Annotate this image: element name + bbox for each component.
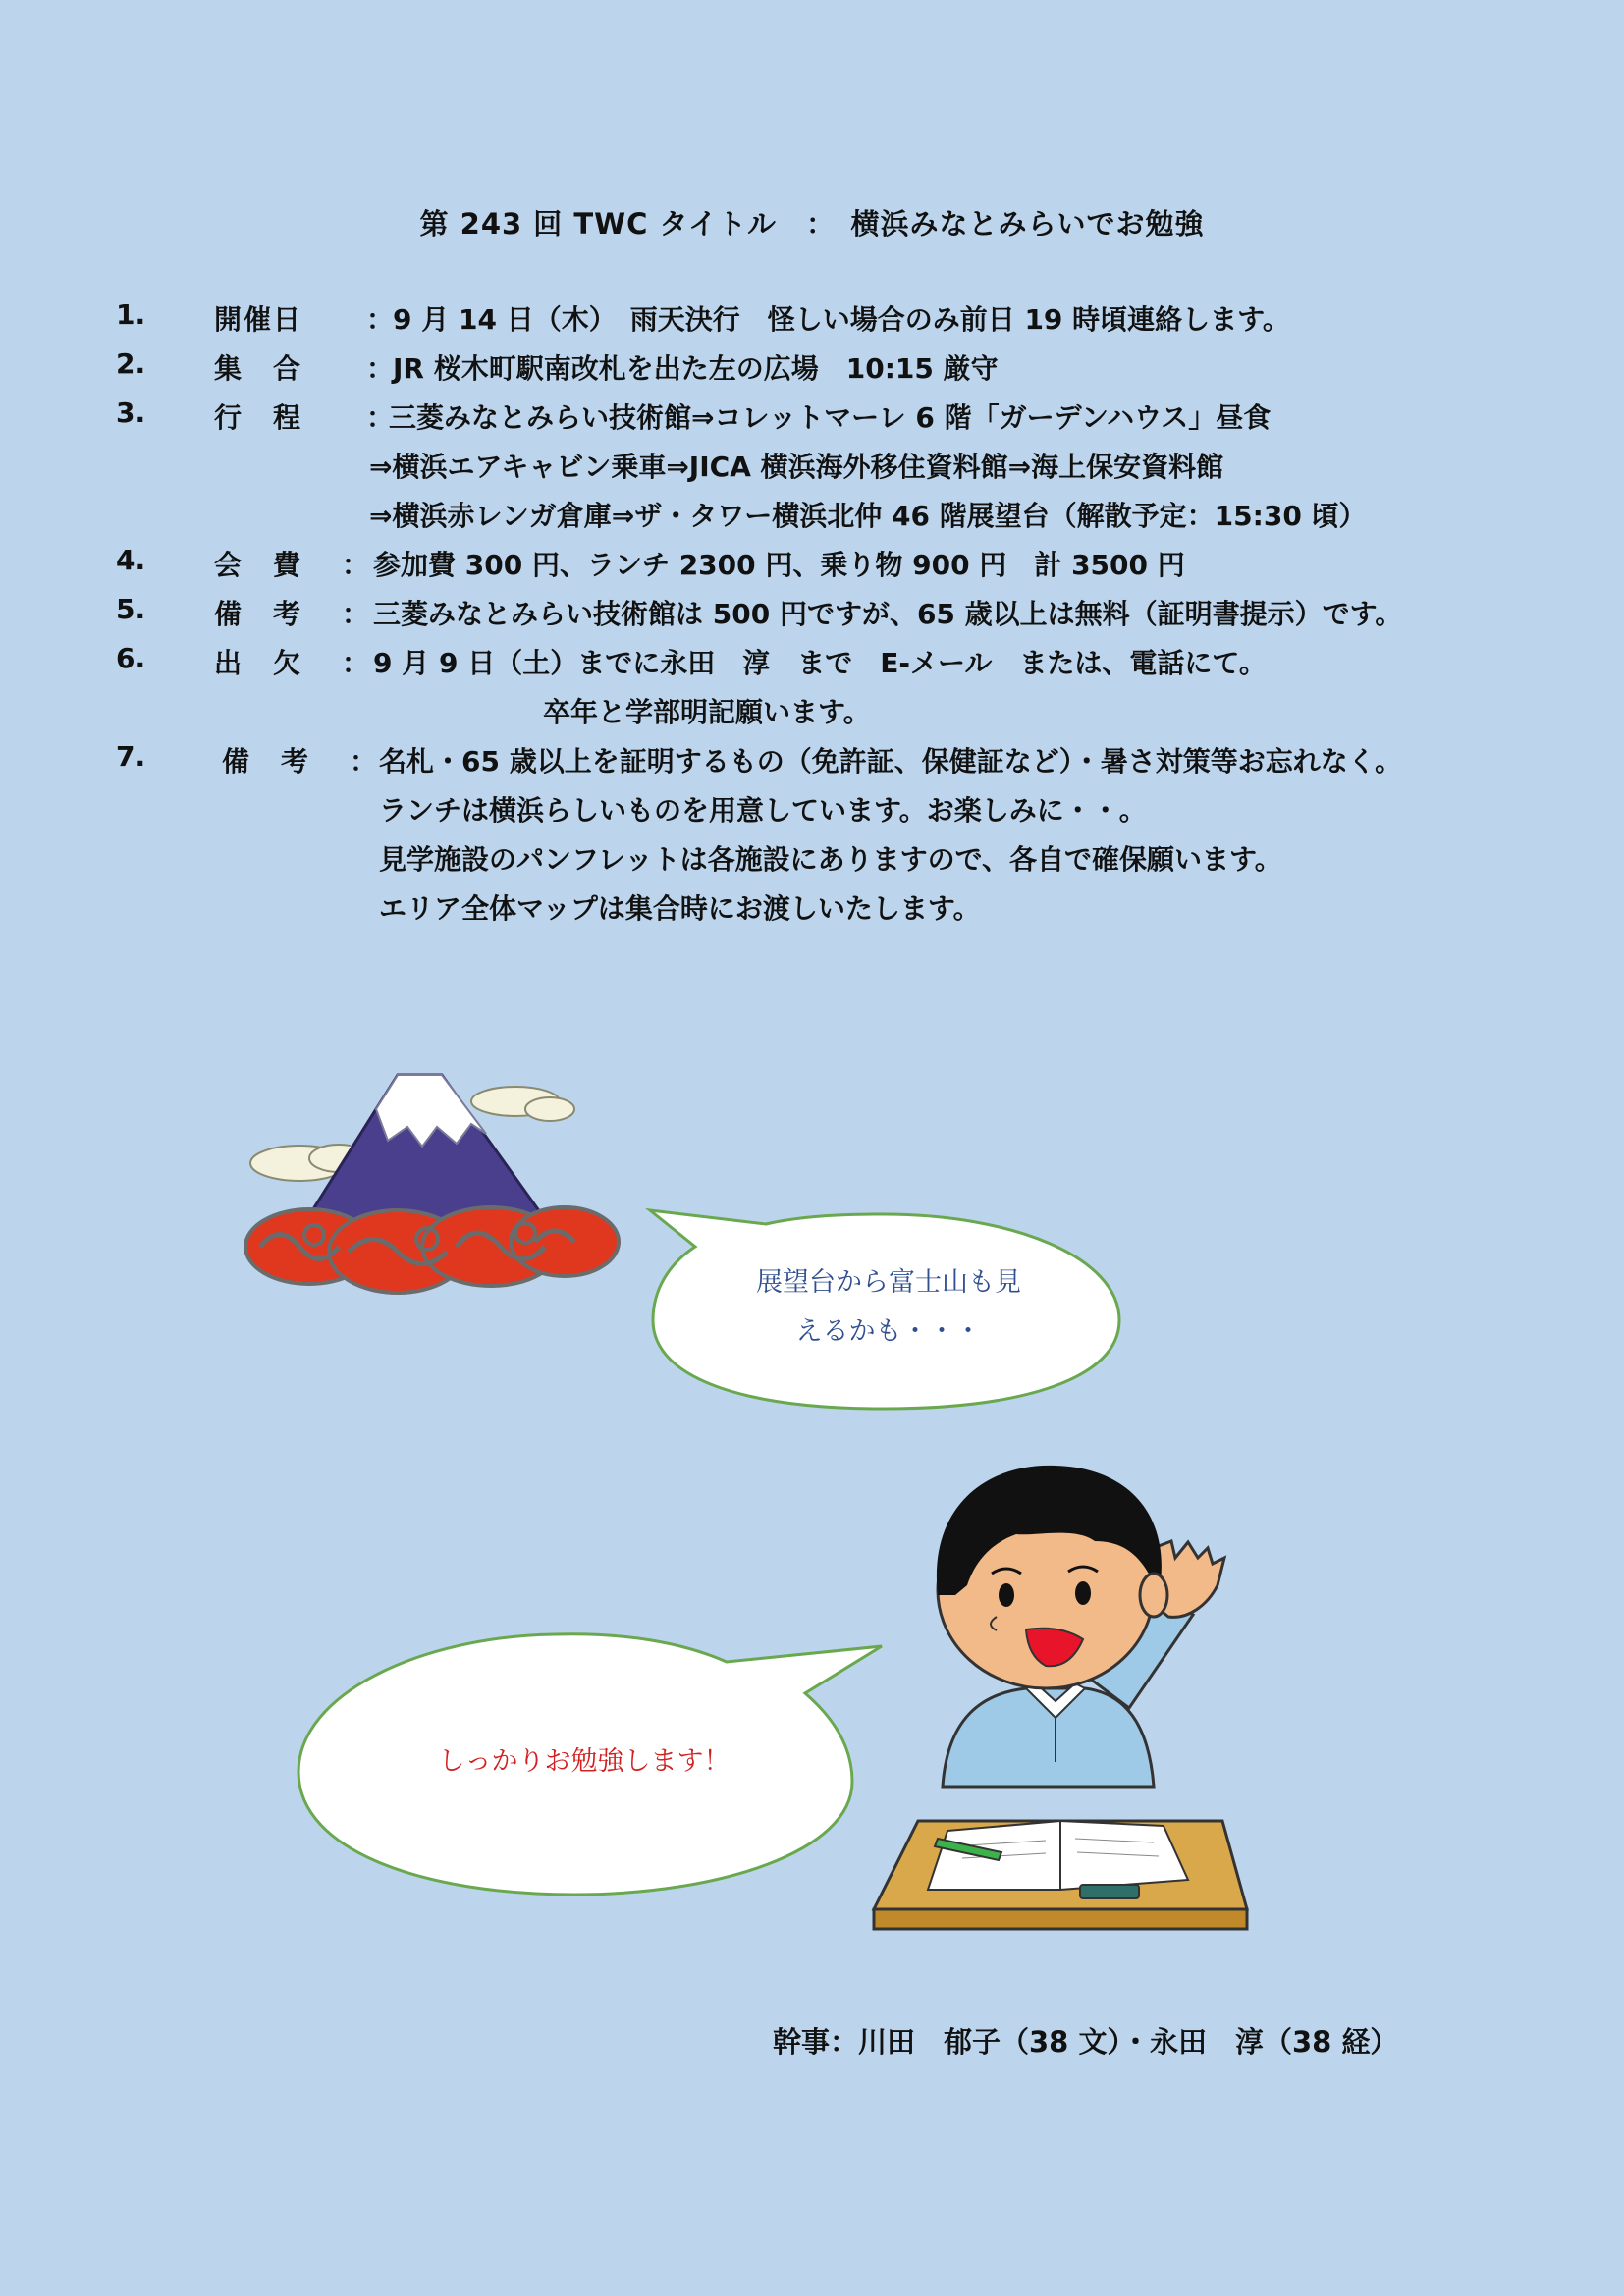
bubble-1-line-2: えるかも・・・ <box>795 1316 982 1347</box>
item-number: 1. <box>116 298 146 331</box>
item-colon: ： <box>342 598 370 630</box>
organizers: 幹事：川田 郁子（38 文）・永田 淳（38 経） <box>773 2025 1399 2058</box>
item-number: 3. <box>116 397 146 429</box>
item-fee <box>116 540 1589 589</box>
item-label: 会 費 <box>214 549 303 581</box>
item-colon: ： <box>366 303 395 336</box>
item-colon: ： <box>342 647 370 679</box>
item-number: 2. <box>116 347 146 380</box>
item-content-line: 卒年と学部明記願います。 <box>543 696 871 728</box>
item-colon: ： <box>350 745 378 777</box>
item-label: 開催日 <box>214 303 303 336</box>
bubble-1-line-1: 展望台から富士山も見 <box>756 1267 1021 1298</box>
item-content: 参加費 300 円、ランチ 2300 円、乗り物 900 円 計 3500 円 <box>373 549 1185 581</box>
mount-fuji-illustration <box>231 1050 633 1306</box>
item-label: 行 程 <box>214 401 303 434</box>
item-itinerary-cont <box>116 442 1589 491</box>
item-attendance <box>116 638 1589 687</box>
item-attendance-cont <box>116 687 1589 736</box>
item-colon: ： <box>366 352 395 385</box>
item-content-line: エリア全体マップは集合時にお渡しいたします。 <box>379 892 981 925</box>
item-content: 三菱みなとみらい技術館は 500 円ですが、65 歳以上は無料（証明書提示）です。 <box>373 598 1403 630</box>
item-remarks-cont <box>116 785 1589 834</box>
item-content: 名札・65 歳以上を証明するもの（免許証、保健証など）・暑さ対策等お忘れなく。 <box>379 745 1403 777</box>
item-itinerary-cont <box>116 491 1589 540</box>
item-content: 三菱みなとみらい技術館⇒コレットマーレ 6 階「ガーデンハウス」昼食 <box>389 401 1272 434</box>
item-colon: ： <box>366 401 395 434</box>
item-content-line: ランチは横浜らしいものを用意しています。お楽しみに・・。 <box>379 794 1147 827</box>
item-content-line: 見学施設のパンフレットは各施設にありますので、各自で確保願います。 <box>379 843 1282 876</box>
item-remarks <box>116 736 1589 785</box>
item-note <box>116 589 1589 638</box>
item-content-line: ⇒横浜エアキャビン乗車⇒JICA 横浜海外移住資料館⇒海上保安資料館 <box>369 451 1224 483</box>
page-title: 第 243 回 TWC タイトル ： 横浜みなとみらいでお勉強 <box>419 207 1205 240</box>
item-label: 備 考 <box>222 745 311 777</box>
item-content: 9 月 9 日（土）までに永田 淳 まで E-メール または、電話にて。 <box>373 647 1267 679</box>
item-label: 備 考 <box>214 598 303 630</box>
item-number: 4. <box>116 544 146 576</box>
bubble-1-text <box>687 1258 1090 1357</box>
item-remarks-cont <box>116 834 1589 883</box>
item-number: 7. <box>116 740 146 773</box>
item-colon: ： <box>342 549 370 581</box>
item-label: 集 合 <box>214 352 303 385</box>
item-date <box>116 294 1589 344</box>
boy-studying-illustration <box>859 1448 1281 1939</box>
event-details <box>116 294 1589 933</box>
item-remarks-cont <box>116 883 1589 933</box>
item-content: JR 桜木町駅南改札を出た左の広場 10:15 厳守 <box>393 352 999 385</box>
bubble-2-text: しっかりお勉強します！ <box>438 1746 731 1777</box>
item-content: 9 月 14 日（木） 雨天決行 怪しい場合のみ前日 19 時頃連絡します。 <box>393 303 1290 336</box>
item-itinerary <box>116 393 1589 442</box>
item-number: 6. <box>116 642 146 674</box>
item-meeting <box>116 344 1589 393</box>
item-content-line: ⇒横浜赤レンガ倉庫⇒ザ・タワー横浜北仲 46 階展望台（解散予定：15:30 頃） <box>369 500 1367 532</box>
item-number: 5. <box>116 593 146 625</box>
item-label: 出 欠 <box>214 647 303 679</box>
